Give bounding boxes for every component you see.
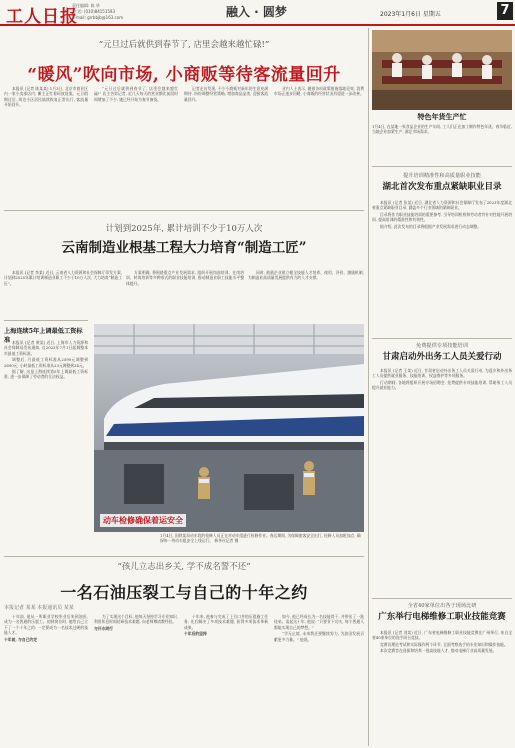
sidebar-story1-headline: 湖北首次发布重点紧缺职业目录 xyxy=(382,182,502,192)
bottom-paragraph: 十年前, 他从一所职业学校毕业后来到油田, 成为一名普通的压裂工。初到岗位时, 他给自己立下了一个十年之约: 一定要成为一名技术过硬的技能人才。 xyxy=(4,614,88,636)
bottom-kicker: “孩儿立志出乡关, 学不成名誓不还” xyxy=(117,562,251,572)
lead-body-col-2 xyxy=(94,86,178,204)
photo-caption-text: 1月4日, 国铁某局动车段的检修人员正在对动车组进行检修作业。春运期间, 为保障旅客安全出行, 检修人员加班加点, 确保每一列动车组安全上线运行。 xyxy=(160,533,361,543)
newspaper-logo: 工人日报 xyxy=(6,7,78,27)
sidebar-paragraph: 本次竞赛旨在选拔和培养一批高技能人才, 推动电梯行业高质量发展。 xyxy=(380,648,497,654)
lead-body-col-1 xyxy=(4,86,88,204)
bottom-paragraph: “学无止境, 未来我还要继续努力, 为油田发展贡献更多力量。” 他说。 xyxy=(274,631,364,642)
sidebar-story2-kicker: 免费提供专项技能培训 xyxy=(416,343,468,349)
sidebar-story2-headline: 甘肃启动外出务工人员关爱行动 xyxy=(382,352,502,362)
sidebar-paragraph: 行动期间, 各地将组织开展专场招聘会, 免费提供专项技能培训, 帮助务工人员提升就业能力。 xyxy=(372,379,512,391)
bottom-subhead: 十年前, 与自己约定 xyxy=(4,636,38,642)
bottom-body-col-3 xyxy=(184,614,268,746)
email-line: E-mail: grrbbjb@163.com xyxy=(72,15,124,20)
story3-paragraph: 据了解, 这是上海连续第5年上调最低工资标准, 进一步保障了劳动者的合法权益。 xyxy=(4,369,88,380)
story3-paragraph: 本报讯 (记者 黄某) 近日, 上海市人力资源和社会保障局发布通知, 自2023年7月1日起调整本市最低工资标准。 xyxy=(4,340,88,356)
divider xyxy=(4,320,88,321)
sidebar-paragraph: 目录将作为职业技能培训的重要参考, 引导培训机构和劳动者有针对性地开展培训, 提高培训的精准性和有效性。 xyxy=(372,211,512,223)
bottom-body-col-4 xyxy=(274,614,364,746)
bottom-body-col-2 xyxy=(94,614,178,746)
lead-body-col-4 xyxy=(274,86,364,204)
lead-paragraph: 本报讯 (记者 陈某某) 1月3日, 北京市商业区内一家小卖部店内, 摊主正忙着码放货架。元旦假期过后, 周边小区居民陆续恢复正常出行, 客流量开始回升。 xyxy=(4,86,88,108)
story2-body-col-1 xyxy=(4,270,122,316)
lead-headline: “暖风”吹向市场, 小商贩等待客流量回升 xyxy=(27,65,341,85)
story2-body-col-2 xyxy=(126,270,244,316)
sidebar-paragraph: 竞赛设理论考试和实际操作两个环节, 全面考察选手的专业知识和操作技能。 xyxy=(380,641,508,647)
story2-paragraph: 方案明确, 将围绕重点产业发展需求, 组织开展岗前培训、在岗培训、转岗培训等多种形式的职业技能培训, 推动制造业职工技能水平整体提升。 xyxy=(126,270,244,286)
sidebar-story3-kicker: 全省40家单位出各于现场比研 xyxy=(407,603,477,609)
photo-illustration xyxy=(94,324,364,532)
sidebar-paragraph: 本报讯 (记者 张某) 近日, 湖北省人力资源和社会保障厅发布了2023年度湖北省重点紧缺职业目录, 涵盖多个行业领域的紧缺职业。 xyxy=(372,200,512,211)
factory-illustration xyxy=(372,30,512,110)
story3-headline: 上海连续5年上调最低工资标准 xyxy=(4,328,83,344)
editor-line: 责任编辑: 陈 华 xyxy=(72,3,100,8)
lead-body-col-3 xyxy=(184,86,268,204)
lead-paragraph: 记者走访发现, 不少小商贩对新年的生意充满期待, 纷纷调整经营策略, 增加商品品类, 迎接客流量回升。 xyxy=(184,86,268,102)
masthead-editor-info xyxy=(72,3,123,21)
bottom-headline: 一名石油压裂工与自己的十年之约 xyxy=(60,583,308,602)
sidebar-photo-caption: 1月4日, 在某地一家食品企业的生产车间, 工人们正在加工制作特色年货。春节临近, 当地企业加紧生产, 满足市场需求。 xyxy=(372,124,512,134)
story2-body-col-3 xyxy=(248,270,364,316)
sidebar-paragraph: 据介绍, 此次发布的目录将根据产业发展需求进行动态调整。 xyxy=(380,223,482,229)
phone-line: 电 话: (010)84151593 xyxy=(72,9,116,14)
lead-kicker: “元旦过后就供到春节了, 店里会越来越忙碌!” xyxy=(98,40,270,50)
bottom-byline: 本报记者 某某 本报通讯员 某某 xyxy=(4,605,74,611)
sidebar-paragraph: 本报讯 (记者 王某) 近日, 甘肃省启动外出务工人员关爱行动, 为返乡和外出务工人员提供就业服务、技能培训、权益维护等多项服务。 xyxy=(372,368,512,379)
lead-paragraph: “元旦过后就供到春节了, 店里会越来越忙碌!” 店主告诉记者, 近几天每天的营业额比前段时间增加了不少, 她已经开始为春节备货。 xyxy=(94,86,178,102)
photo-label: 动车检修确保着运安全 xyxy=(100,514,186,527)
train-maintenance-photo xyxy=(94,324,364,532)
divider xyxy=(4,556,364,557)
story2-kicker: 计划到2025年, 累计培训不少于10万人次 xyxy=(105,224,263,234)
divider xyxy=(4,210,364,211)
lead-paragraph: 业内人士表示, 随着各项政策措施落地见效, 消费市场正逐步回暖, 小商贩的经营状况有望进一步改善。 xyxy=(274,86,364,97)
story3-paragraph: 调整后, 月最低工资标准从2590元调整到2690元, 小时最低工资标准从23元调整到24元。 xyxy=(4,357,88,368)
sidebar-photo-title: 特色年货生产忙 xyxy=(417,113,467,121)
story2-paragraph: 同时, 鼓励企业建立健全技能人才培养、使用、评价、激励机制, 为制造业高质量发展提供有力的人才支撑。 xyxy=(248,270,364,281)
sidebar-divider xyxy=(368,28,369,746)
bottom-subhead: 十年后的坚持 xyxy=(184,631,207,637)
bottom-paragraph: 十年来, 他参与完成了上百口井的压裂施工任务, 先后解决了多项技术难题, 获得多项技术革新成果。 xyxy=(184,614,268,630)
sidebar-story2-body xyxy=(372,368,512,590)
section-title: 融入 · 圆梦 xyxy=(226,5,287,19)
bottom-body-col-1 xyxy=(4,614,88,746)
sidebar-story3-headline: 广东举行电梯维修工职业技能竞赛 xyxy=(378,612,506,622)
issue-date: 2023年1月6日 星期五 xyxy=(380,11,441,18)
sidebar-paragraph: 本报讯 (记者 刘某) 近日, 广东省电梯维修工职业技能竞赛在广州举行, 来自全省40家单位的选手同台竞技。 xyxy=(372,630,512,641)
story2-headline: 云南制造业根基工程大力培育“制造工匠” xyxy=(61,240,307,256)
photo-caption xyxy=(160,533,364,553)
divider xyxy=(372,338,512,339)
story2-paragraph: 本报讯 (记者 李某) 近日, 云南省人力资源和社会保障厅印发方案, 计划到2025年累计培训制造业职工不少于10万人次, 大力培育“制造工匠”。 xyxy=(4,270,122,286)
sidebar-story3-body xyxy=(372,630,512,746)
bottom-paragraph: 如今, 他已经成长为一名技能骨干, 并带出了一批徒弟。谈起这十年, 他说: “只要肯下功夫, 每个普通人都能实现自己的梦想。” xyxy=(274,614,364,630)
bottom-paragraph: 为了实现这个目标, 他每天坚持学习专业知识, 利用休息时间钻研技术难题, 向老师傅请教经验。 xyxy=(94,614,178,625)
bottom-subhead: 与汗水同行 xyxy=(94,625,113,631)
page-number: 7 xyxy=(497,2,513,20)
photo-credit: 新华社记者 摄 xyxy=(214,538,239,543)
divider xyxy=(372,166,512,167)
factory-photo xyxy=(372,30,512,110)
story3-body xyxy=(4,340,88,530)
sidebar-story1-body xyxy=(372,200,512,336)
sidebar-story1-kicker: 提升培训精准性和高质量职业技能 xyxy=(403,173,481,179)
divider xyxy=(372,598,512,599)
